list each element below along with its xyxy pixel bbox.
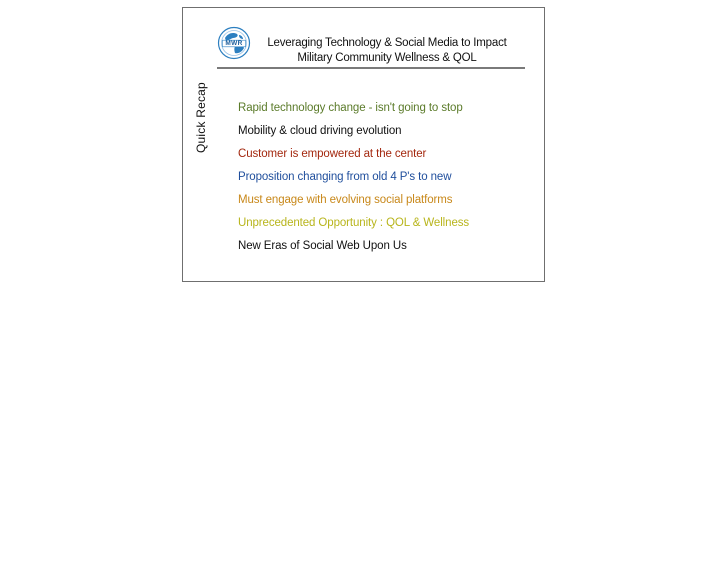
title-line-1: Leveraging Technology & Social Media to Impact	[267, 37, 507, 49]
title-divider	[217, 67, 525, 69]
bullet-item: Rapid technology change - isn't going to stop	[238, 102, 463, 114]
bullet-item: Unprecedented Opportunity : QOL & Wellness	[238, 217, 470, 229]
bullet-item: Customer is empowered at the center	[238, 148, 427, 160]
bullet-item: New Eras of Social Web Upon Us	[238, 240, 407, 252]
logo-text: MWR	[225, 39, 243, 47]
slide-title	[257, 36, 517, 66]
slide	[182, 7, 545, 282]
bullet-item: Must engage with evolving social platforms	[238, 194, 453, 206]
bullet-item: Proposition changing from old 4 P's to new	[238, 171, 452, 183]
bullet-list	[238, 97, 469, 258]
side-label: Quick Recap	[194, 82, 208, 153]
title-line-2: Military Community Wellness & QOL	[297, 52, 477, 64]
bullet-item: Mobility & cloud driving evolution	[238, 125, 402, 137]
mwr-logo	[217, 26, 251, 60]
